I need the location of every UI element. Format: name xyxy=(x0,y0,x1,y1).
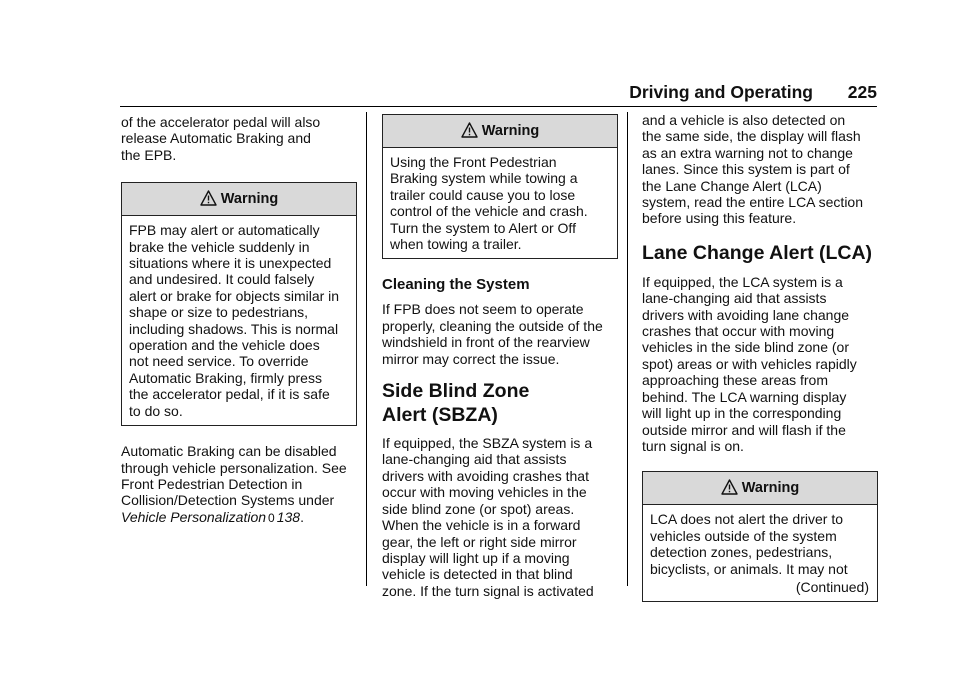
column-3 xyxy=(642,112,878,602)
warning-triangle-icon xyxy=(200,190,217,206)
warning-title: Warning xyxy=(481,123,540,139)
warning-box xyxy=(642,471,878,602)
section-title: Driving and Operating xyxy=(629,82,813,102)
warning-triangle-icon xyxy=(721,479,738,495)
column-divider xyxy=(366,112,367,586)
paragraph: of the accelerator pedal will also release Automatic Braking and the EPB. xyxy=(121,114,321,163)
paragraph: and a vehicle is also detected on the same side, the display will flash as an extra warning not to change lanes. Since this system is part of the Lane Change Alert (LCA) system, read the entire LCA section before using this feature. xyxy=(642,112,863,227)
warning-text: Using the Front Pedestrian Braking system while towing a trailer could cause you to lose control of the vehicle and crash. Turn the system to Alert or Off when towing a trailer. xyxy=(390,154,588,253)
heading-sbza: Side Blind Zone Alert (SBZA) xyxy=(382,380,530,427)
paragraph: If FPB does not seem to operate properly, cleaning the outside of the windshield in front of the rearview mirror may correct the issue. xyxy=(382,301,603,367)
page-number: 225 xyxy=(847,82,877,102)
page-header xyxy=(120,82,877,106)
heading-cleaning: Cleaning the System xyxy=(382,276,530,294)
column-2 xyxy=(382,114,618,599)
warning-title: Warning xyxy=(220,191,279,208)
column-divider xyxy=(627,112,628,586)
paragraph: If equipped, the LCA system is a lane-changing aid that assists drivers with avoiding lane change crashes that occur with moving vehicles in the side blind zone (or spot) areas or with vehicles rapidly approaching these areas from behind. The LCA warning display will light up in the corresponding outside mirror and will flash if the turn signal is on. xyxy=(642,273,857,454)
paragraph: If equipped, the SBZA system is a lane-changing aid that assists drivers with avoiding crashes that occur with moving vehicles in the side blind zone (or spot) areas. When the vehicle is in a forward gear, the left or right side mirror display will light up if a moving vehicle is detected in that blind zone. If the turn signal is activated xyxy=(382,435,594,599)
warning-header xyxy=(122,183,356,216)
warning-header xyxy=(383,115,617,148)
warning-title: Warning xyxy=(741,480,800,497)
warning-text-body: LCA does not alert the driver to vehicles outside of the system detection zones, pedestrians, bicyclists, or animals. It may not xyxy=(650,511,848,577)
warning-text: FPB may alert or automatically brake the vehicle suddenly in situations where it is unexpected and undesired. It could falsely alert or brake for objects similar in shape or size to pedestrians, including shadows. This is normal operation and the vehicle does not need service. To override Automatic Braking, firmly press the accelerator pedal, if it is safe to do so. xyxy=(129,222,340,419)
warning-triangle-icon xyxy=(461,122,478,138)
cross-reference[interactable]: Vehicle Personalization 0 138. xyxy=(121,508,304,525)
header-rule xyxy=(120,106,877,107)
heading-lca: Lane Change Alert (LCA) xyxy=(642,241,873,264)
warning-text xyxy=(643,505,877,601)
column-1 xyxy=(121,114,357,526)
warning-box xyxy=(382,114,618,259)
warning-box xyxy=(121,182,357,426)
page-reference-icon: 0 xyxy=(268,510,275,525)
continued-label: (Continued) xyxy=(795,578,869,595)
warning-header xyxy=(643,472,877,505)
xref-page[interactable]: 138 xyxy=(276,508,301,525)
xref-title[interactable]: Vehicle Personalization xyxy=(121,508,267,525)
paragraph: Automatic Braking can be disabled through vehicle personalization. See Front Pedestrian Detection in Collision/Detection Systems under xyxy=(121,443,347,509)
